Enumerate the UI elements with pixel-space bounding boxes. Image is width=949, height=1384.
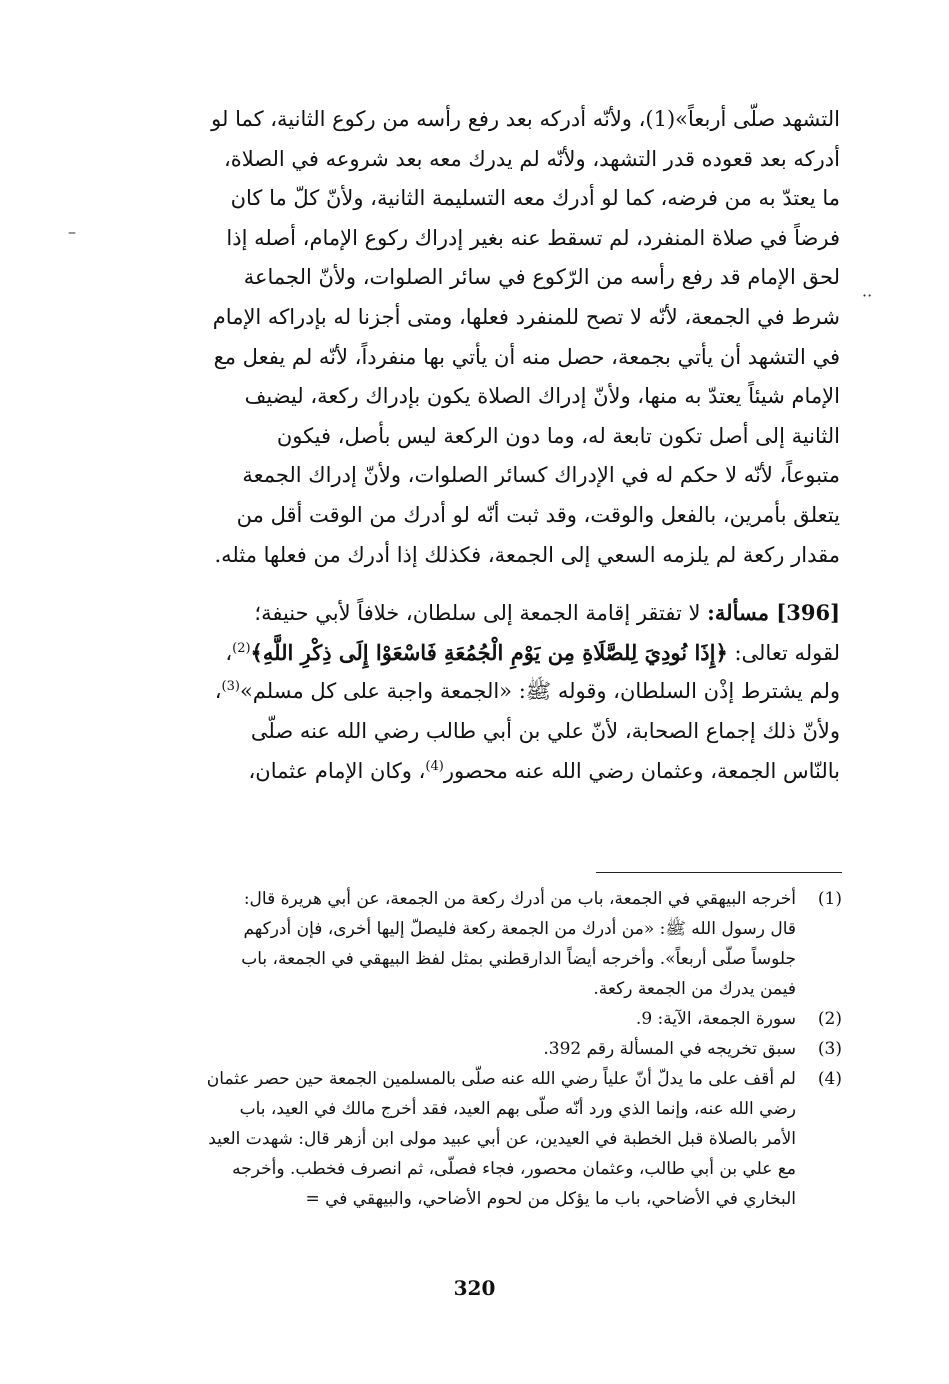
footnote-line: الأمر بالصلاة قبل الخطبة في العيدين، عن أبي عبيد مولى ابن أزهر قال: شهدت العيد — [208, 1129, 796, 1149]
masala-line — [96, 672, 840, 712]
masala-text: ولم يشترط إذْن السلطان، وقوله ﷺ: «الجمعة واجبة على كل مسلم» — [239, 679, 840, 704]
text-line: يتعلق بأمرين، بالفعل والوقت، وقد ثبت أنّه لو أدرك من الوقت أقل من — [236, 502, 840, 527]
footnote-number: (2) — [817, 1009, 842, 1029]
footnote — [60, 1004, 842, 1034]
footnote-separator — [596, 872, 842, 873]
text-line: مقدار ركعة لم يلزمه السعي إلى الجمعة، فكذلك إذا أدرك من فعلها مثله. — [214, 542, 840, 567]
text-line: التشهد صلّى أربعاً»(1)، ولأنّه أدركه بعد رفع رأسه من ركوع الثانية، كما لو — [211, 107, 840, 131]
quran-verse: ﴿إِذَا نُودِيَ لِلصَّلَاةِ مِن يَوْمِ الْجُمُعَةِ فَاسْعَوْا إِلَى ذِكْرِ اللَّهِ﴾ — [250, 639, 728, 665]
footnote-line: سبق تخريجه في المسألة رقم 392. — [543, 1039, 796, 1059]
page-number: 320 — [453, 1276, 496, 1300]
footnote-body — [60, 1064, 796, 1214]
footnote-line: أخرجه البيهقي في الجمعة، باب من أدرك ركعة من الجمعة، عن أبي هريرة قال: — [243, 889, 796, 909]
footnote-line: سورة الجمعة، الآية: 9. — [635, 1009, 796, 1029]
masala-text: ، — [225, 640, 233, 665]
masala-text: ، — [214, 679, 222, 704]
masala-label: [396] مسألة: — [707, 600, 840, 626]
margin-mark: – — [68, 222, 76, 241]
footnote-number: (1) — [817, 889, 842, 909]
footnote-line: جلوساً صلّى أربعاً». وأخرجه أيضاً الدارقطني بمثل لفظ البيهقي في الجمعة، باب — [241, 949, 796, 969]
masala-396 — [96, 593, 840, 791]
footnote — [60, 1034, 842, 1064]
masala-text: ، وكان الإمام عثمان، — [248, 758, 426, 783]
footnote-body — [60, 884, 796, 1004]
text-line: شرط في الجمعة، لأنّه لا تصح للمنفرد فعلها، ومتى أجزنا له بإدراكه الإمام — [212, 304, 840, 329]
footnote-line: رضي الله عنه، وإنما الذي ورد أنّه صلّى بهم العيد، فقد أخرج مالك في العيد، باب — [239, 1099, 796, 1119]
text-line: ما يعتدّ به من فرضه، كما لو أدرك معه التسليمة الثانية، ولأنّ كلّ ما كان — [230, 186, 840, 211]
footnote-ref: (4) — [425, 758, 444, 774]
text-line: لحق الإمام قد رفع رأسه من الرّكوع في سائر الصلوات، ولأنّ الجماعة — [243, 265, 840, 290]
footnote-number: (3) — [817, 1039, 842, 1059]
text-line: أدركه بعد قعوده قدر التشهد، ولأنّه لم يدرك معه بعد شروعه في الصلاة، — [223, 146, 840, 171]
footnote-number: (4) — [817, 1069, 842, 1089]
footnote-body — [60, 1004, 796, 1034]
footnotes — [60, 884, 842, 1214]
text-line: فرضاً في صلاة المنفرد، لم تسقط عنه بغير إدراك ركوع الإمام، أصله إذا — [226, 225, 840, 250]
footnote-line: فيمن يدرك من الجمعة ركعة. — [593, 979, 796, 999]
main-text — [96, 100, 840, 791]
footnote-line: مع علي بن أبي طالب، وعثمان محصور، فجاء فصلّى، ثم انصرف فخطب. وأخرجه — [232, 1159, 796, 1179]
masala-line — [96, 633, 840, 673]
masala-line — [96, 752, 840, 792]
masala-text: لا تفتقر إقامة الجمعة إلى سلطان، خلافاً لأبي حنيفة؛ — [254, 601, 708, 626]
masala-text: لقوله تعالى: — [727, 640, 840, 665]
text-line: الثانية إلى أصل تكون تابعة له، وما دون الركعة ليس بأصل، فيكون — [276, 423, 840, 448]
footnote — [60, 884, 842, 1004]
footnote-line: قال رسول الله ﷺ: «من أدرك من الجمعة ركعة فليصلّ إليها أخرى، فإن أدركهم — [243, 919, 796, 939]
text-line: الإمام شيئاً يعتدّ به منها، ولأنّ إدراك الصلاة يكون بإدراك ركعة، ليضيف — [244, 384, 840, 409]
masala-line: ولأنّ ذلك إجماع الصحابة، لأنّ علي بن أبي طالب رضي الله عنه صلّى — [250, 718, 840, 743]
footnote-body — [60, 1034, 796, 1064]
footnote-line: لم أقف على ما يدلّ أنّ علياً رضي الله عنه صلّى بالمسلمين الجمعة حين حصر عثمان — [206, 1069, 796, 1089]
masala-text: بالنّاس الجمعة، وعثمان رضي الله عنه محصور — [443, 758, 840, 783]
text-line: متبوعاً، لأنّه لا حكم له في الإدراك كسائر الصلوات، ولأنّ إدراك الجمعة — [242, 463, 840, 488]
masala-line — [96, 593, 840, 633]
text-line: في التشهد أن يأتي بجمعة، حصل منه أن يأتي بها منفرداً، لأنّه لم يفعل مع — [213, 344, 840, 369]
footnote-line: البخاري في الأضاحي، باب ما يؤكل من لحوم الأضاحي، والبيهقي في = — [305, 1189, 796, 1209]
footnote — [60, 1064, 842, 1214]
footnote-ref: (3) — [221, 679, 240, 695]
margin-mark: ·· — [862, 286, 873, 305]
footnote-ref: (2) — [232, 640, 251, 656]
